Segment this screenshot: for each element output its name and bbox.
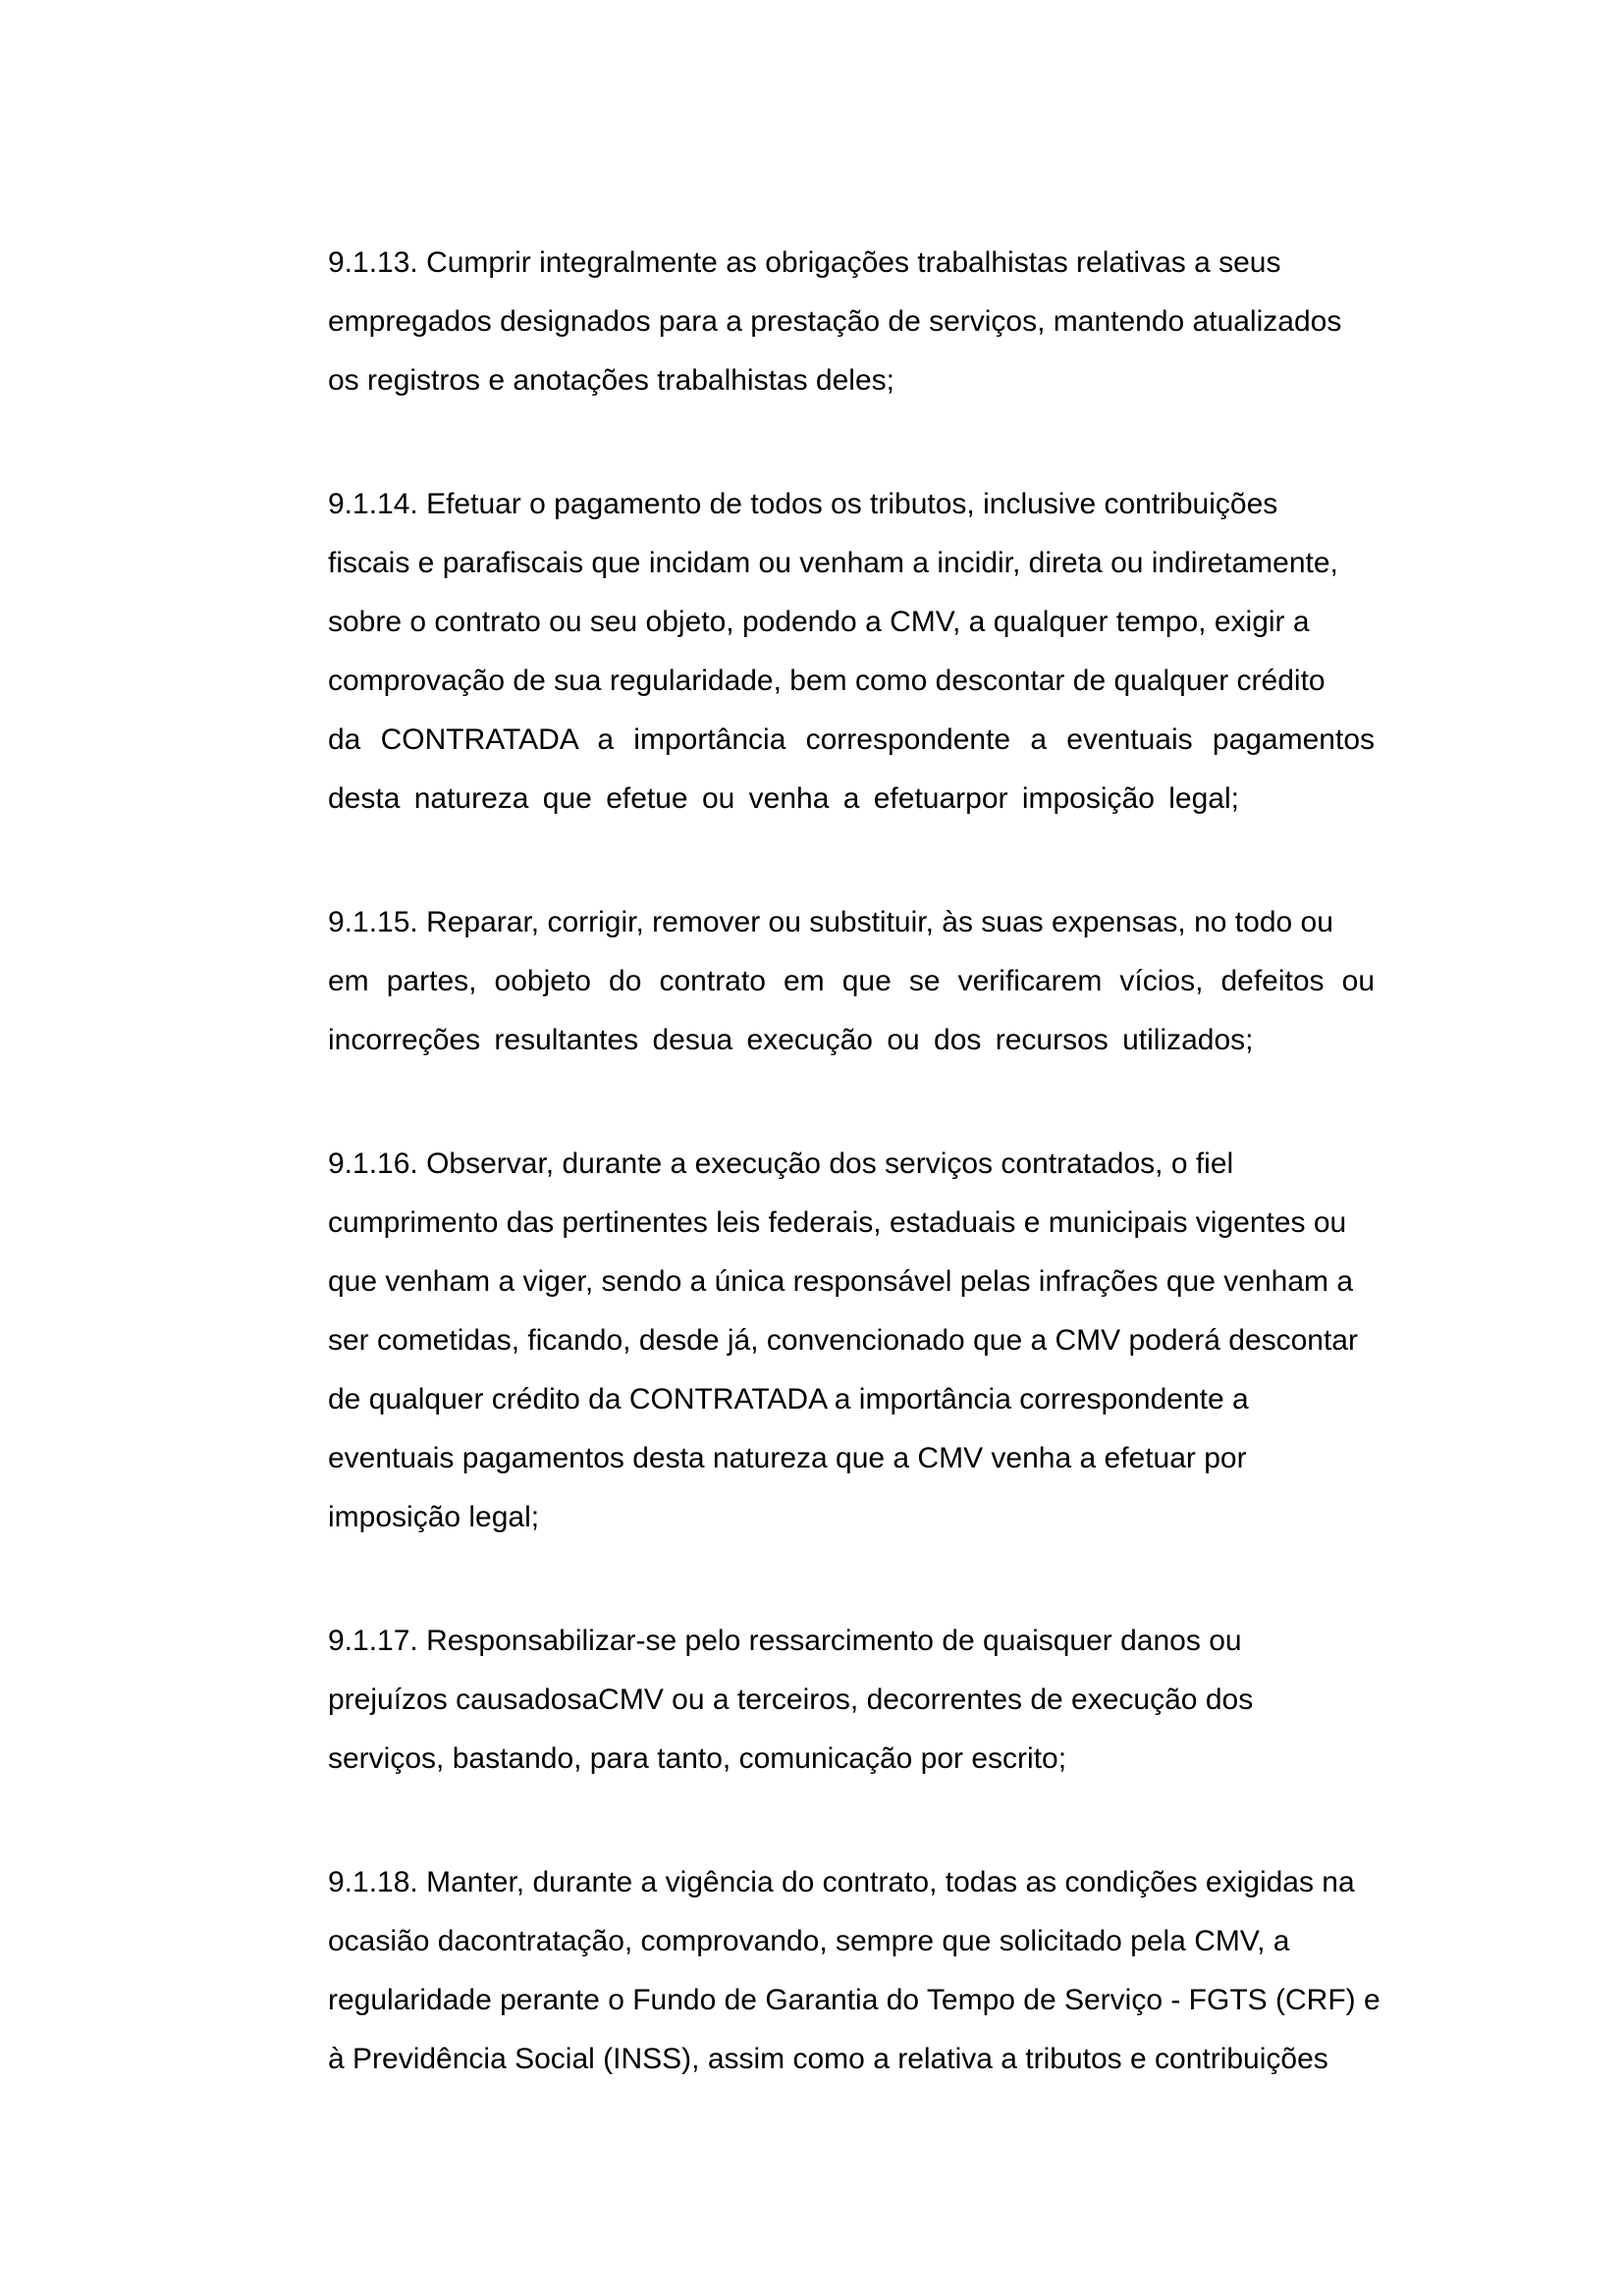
text-line: 9.1.18. Manter, durante a vigência do contrato, todas as condições exigidas na [328,1866,1355,1898]
text-line: incorreções resultantes desua execução ou dos recursos utilizados; [328,1024,1254,1056]
text-line: de qualquer crédito da CONTRATADA a importância correspondente a [328,1383,1249,1415]
text-line: desta natureza que efetue ou venha a efetuarpor imposição legal; [328,782,1239,815]
clause-9-1-16 [328,1135,1375,1547]
text-line: 9.1.16. Observar, durante a execução dos serviços contratados, o fiel [328,1148,1234,1180]
clause-9-1-14 [328,475,1375,828]
clause-9-1-15 [328,893,1375,1070]
clause-9-1-18 [328,1853,1380,2089]
text-line: à Previdência Social (INSS), assim como a relativa a tributos e contribuições [328,2043,1328,2075]
text-line: cumprimento das pertinentes leis federais, estaduais e municipais vigentes ou [328,1206,1347,1239]
text-line: 9.1.13. Cumprir integralmente as obrigações trabalhistas relativas a seus [328,246,1281,279]
text-line: os registros e anotações trabalhistas deles; [328,364,894,397]
text-line: prejuízos causadosaCMV ou a terceiros, decorrentes de execução dos [328,1683,1254,1716]
text-line: ocasião dacontratação, comprovando, sempre que solicitado pela CMV, a [328,1925,1290,1957]
clause-9-1-13 [328,234,1375,410]
clause-9-1-17 [328,1612,1375,1789]
text-line: empregados designados para a prestação de serviços, mantendo atualizados [328,305,1342,338]
text-line: 9.1.14. Efetuar o pagamento de todos os tributos, inclusive contribuições [328,488,1278,520]
text-line: serviços, bastando, para tanto, comunicação por escrito; [328,1742,1067,1775]
text-line: ser cometidas, ficando, desde já, convencionado que a CMV poderá descontar [328,1324,1358,1357]
text-line: em partes, oobjeto do contrato em que se verificarem vícios, defeitos ou [328,965,1375,997]
text-line: eventuais pagamentos desta natureza que a CMV venha a efetuar por [328,1442,1247,1474]
text-line: 9.1.17. Responsabilizar-se pelo ressarcimento de quaisquer danos ou [328,1625,1242,1657]
text-line: 9.1.15. Reparar, corrigir, remover ou substituir, às suas expensas, no todo ou [328,906,1333,938]
text-line: imposição legal; [328,1501,540,1533]
text-line: que venham a viger, sendo a única responsável pelas infrações que venham a [328,1265,1354,1298]
text-line: sobre o contrato ou seu objeto, podendo a CMV, a qualquer tempo, exigir a [328,606,1310,638]
text-line: regularidade perante o Fundo de Garantia do Tempo de Serviço - FGTS (CRF) e [328,1984,1380,2016]
text-line: comprovação de sua regularidade, bem como descontar de qualquer crédito [328,665,1326,697]
text-line: fiscais e parafiscais que incidam ou venham a incidir, direta ou indiretamente, [328,547,1338,579]
contract-text-block [328,234,1380,2089]
text-line: da CONTRATADA a importância correspondente a eventuais pagamentos [328,723,1375,756]
